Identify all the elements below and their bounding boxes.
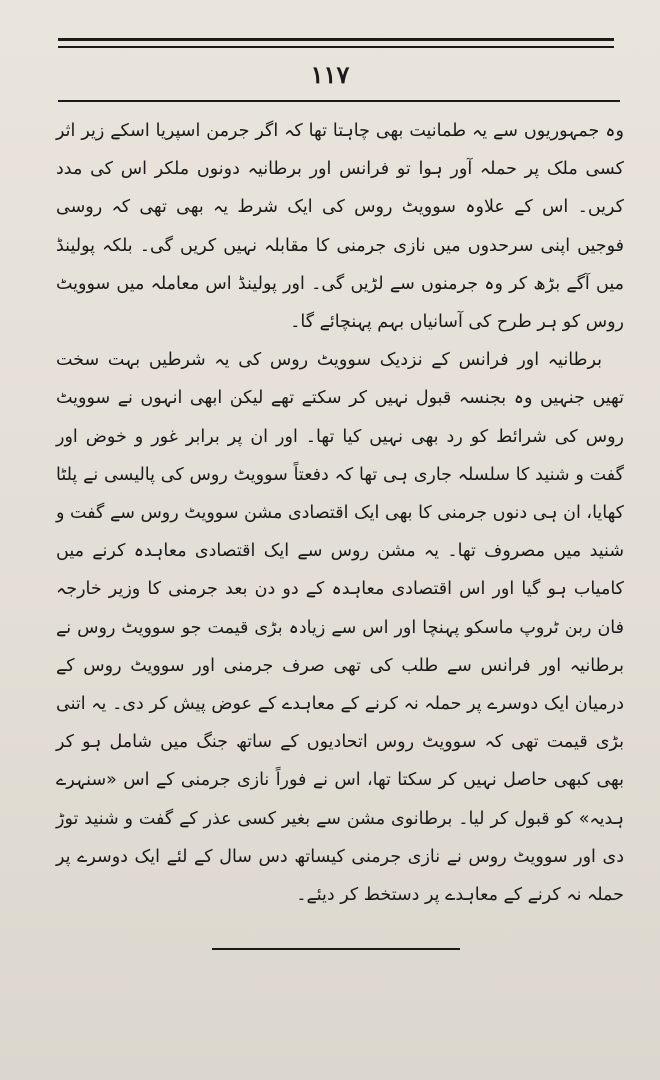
paragraph-1: وہ جمہوریوں سے یہ طمانیت بھی چاہتا تھا کہ اگر جرمن اسپریا اسکے زیر اثر کسی ملک پر حملہ آور ہوا تو فرانس اور برطانیہ دونوں ملکر اس کی مدد کریں۔ اس کے علاوہ سوویٹ روس کی ایک شرط یہ بھی تھی کہ روسی فوجیں اپنی سرحدوں میں نازی جرمنی کا مقابلہ نہیں کریں گی۔ بلکہ پولینڈ میں آگے بڑھ کر وہ جرمنوں سے لڑیں گی۔ اور پولینڈ اس معاملہ میں سوویٹ روس کو ہر طرح کی آسانیاں بہم پہنچائے گا۔ — [56, 121, 624, 333]
top-border-rule — [58, 38, 614, 41]
end-rule — [212, 948, 460, 950]
paragraph-2: برطانیہ اور فرانس کے نزدیک سوویٹ روس کی یہ شرطیں بہت سخت تھیں جنہیں وہ بجنسہ قبول نہیں کر سکتے تھے لیکن ابھی انہوں نے سوویٹ روس کی شرائط کو رد بھی نہیں کیا تھا۔ اور ان پر برابر غور و خوض اور گفت و شنید کا سلسلہ جاری ہی تھا کہ دفعتاً سوویٹ روس کی پالیسی نے پلٹا کھایا، ان ہی دنوں جرمنی کا بھی ایک اقتصادی مشن سوویٹ روس سے گفت و شنید میں مصروف تھا۔ یہ مشن روس سے ایک اقتصادی معاہدہ کرنے میں کامیاب ہو گیا اور اس اقتصادی معاہدہ کے دو دن بعد جرمنی کا وزیر خارجہ فان ربن ٹروپ ماسکو پہنچا اور اس سے زیادہ بڑی قیمت جو سوویٹ روس نے برطانیہ اور فرانس سے طلب کی تھی صرف جرمنی اور سوویٹ روس کے درمیان ایک دوسرے پر حملہ نہ کرنے کے معاہدے کے عوض پیش کر دی۔ یہ اتنی بڑی قیمت تھی کہ سوویٹ روس اتحادیوں کے ساتھ جنگ میں شامل ہو کر بھی کبھی حاصل نہیں کر سکتا تھا، اس نے فوراً نازی جرمنی کے اس «سنہرے ہدیہ» کو قبول کر لیا۔ برطانوی مشن سے بغیر کسی عذر کے گفت و شنید توڑ دی اور سوویٹ روس نے نازی جرمنی کیساتھ دس سال کے لئے ایک دوسرے پر حملہ نہ کرنے کے معاہدے پر دستخط کر دیئے۔ — [56, 350, 624, 906]
header-rule — [58, 100, 620, 102]
page-number: ١١٧ — [310, 60, 350, 89]
top-border-rule-inner — [58, 46, 614, 48]
body-text — [56, 112, 624, 914]
